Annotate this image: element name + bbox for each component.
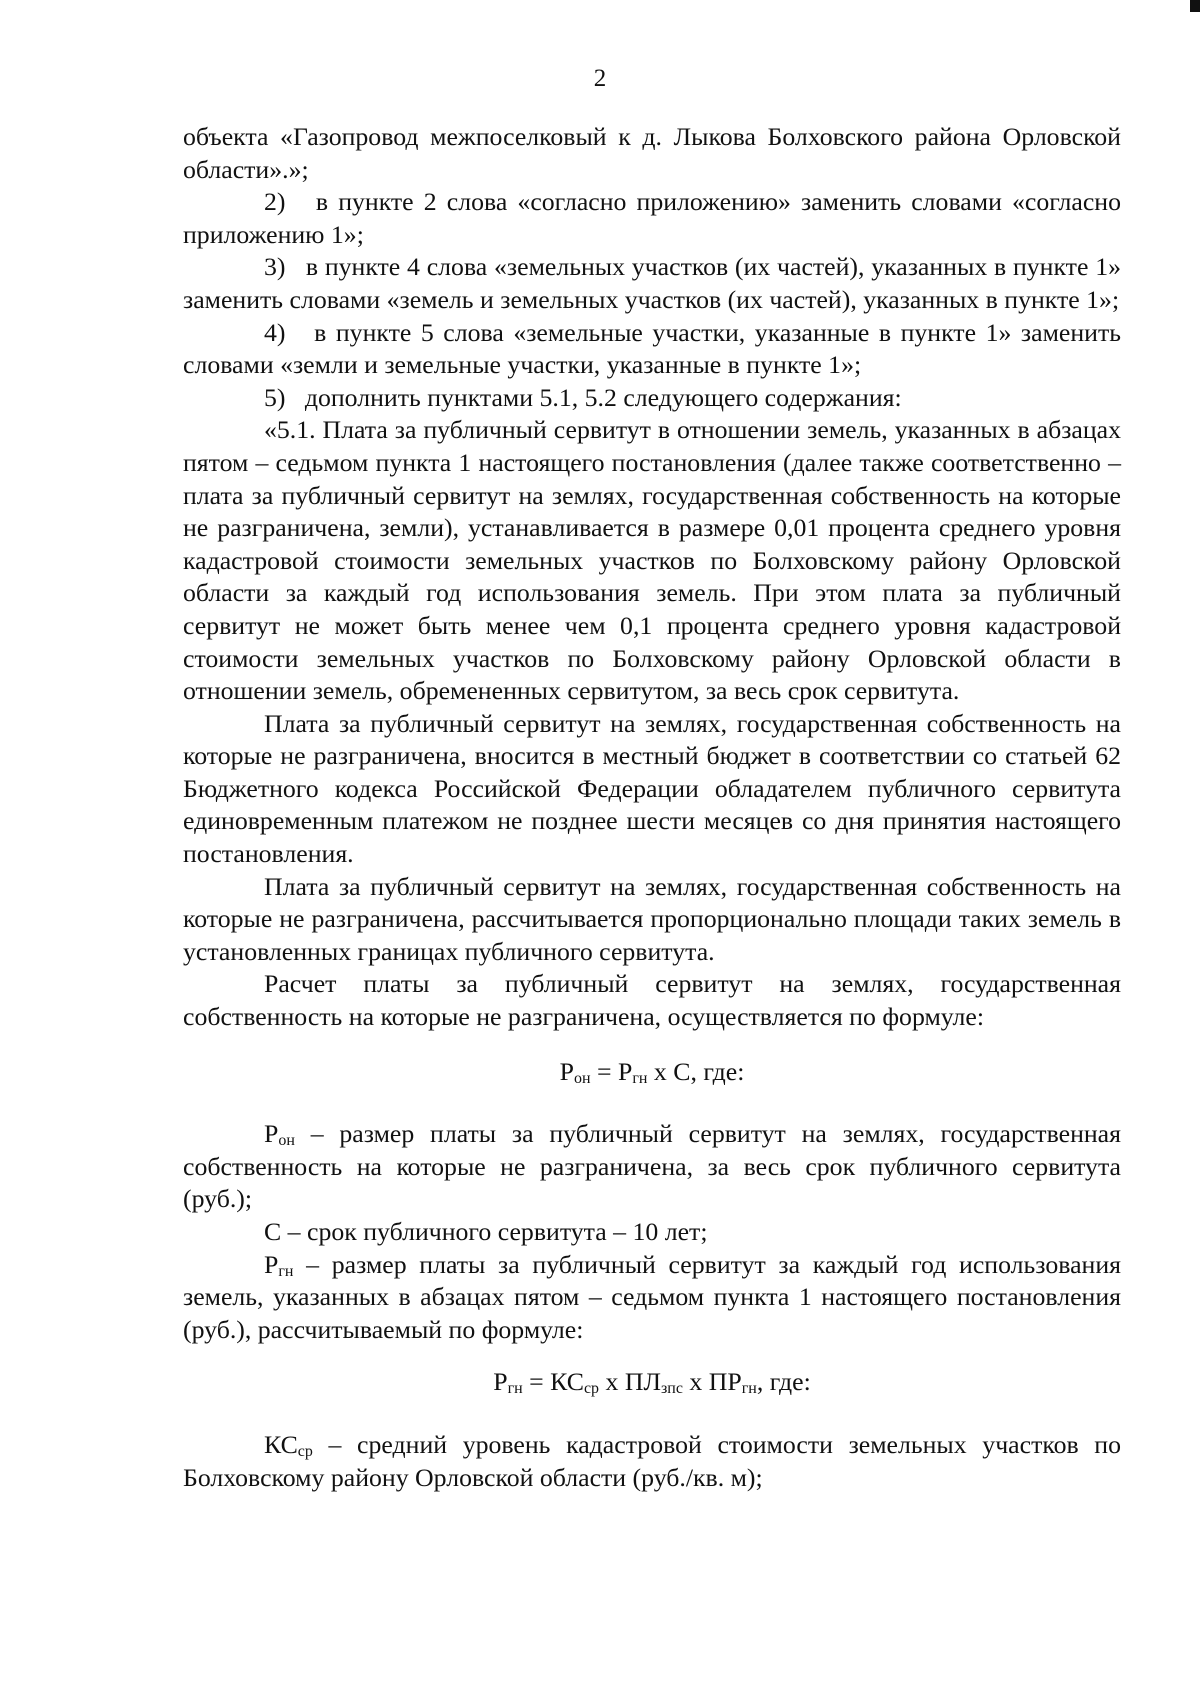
- formula-pgn: $Р_{гн} = КС_{ср}$ х $ПЛ_{зпс}$ х $ПР_{гн}$, где:: [493, 1367, 811, 1398]
- paragraph-5-1: «5.1. Плата за публичный сервитут в отношении земель, указанных в абзацах пятом – седьмом пункта 1 настоящего постановления (далее также соответственно – плата за публичный сервитут на землях, государственная собственность на которые не разграничена, земли), устанавливается в размере 0,01 процента среднего уровня кадастровой стоимости земельных участков по Болховскому району Орловской области за каждый год использования земель. При этом плата за публичный сервитут не может быть менее чем 0,1 процента среднего уровня кадастровой стоимости земельных участков по Болховскому району Орловской области в отношении земель, обремененных сервитутом, за весь срок сервитута.: [183, 415, 1121, 706]
- definition-ks: $КС_{ср}$ – средний уровень кадастровой стоимости земельных участков по Болховскому району Орловской области (руб./кв. м);: [183, 1429, 1121, 1492]
- paragraph-item-5: 5) дополнить пунктами 5.1, 5.2 следующего содержания:: [264, 382, 902, 412]
- definition-pon: $Р_{он}$ – размер платы за публичный сервитут на землях, государственная собственность на которые не разграничена, за весь срок публичного сервитута (руб.);: [183, 1119, 1121, 1214]
- paragraph-calculation-intro: Расчет платы за публичный сервитут на землях, государственная собственность на которые не разграничена, осуществляется по формуле:: [183, 969, 1121, 1032]
- paragraph-object-name: объекта «Газопровод межпоселковый к д. Лыкова Болховского района Орловской области».»;: [183, 122, 1121, 184]
- scan-edge-mark: [1190, 0, 1200, 12]
- paragraph-payment-proportional: Плата за публичный сервитут на землях, государственная собственность на которые не разграничена, рассчитывается пропорционально площади таких земель в установленных границах публичного сервитута.: [183, 871, 1121, 966]
- definition-term: С – срок публичного сервитута – 10 лет;: [264, 1217, 708, 1246]
- page-number: 2: [593, 65, 607, 92]
- formula-pon: $Р_{он} = Р_{гн}$ х С, где:: [559, 1056, 745, 1087]
- definition-pgn: $Р_{гн}$ – размер платы за публичный сервитут за каждый год использования земель, указанных в абзацах пятом – седьмом пункта 1 настоящего постановления (руб.), рассчитываемый по формуле:: [183, 1249, 1121, 1344]
- paragraph-item-2: 2) в пункте 2 слова «согласно приложению» заменить словами «согласно приложению 1»;: [183, 187, 1121, 249]
- document-body: [183, 121, 1121, 1494]
- paragraph-payment-budget: Плата за публичный сервитут на землях, государственная собственность на которые не разграничена, вносится в местный бюджет в соответствии со статьей 62 Бюджетного кодекса Российской Федерации обладателем публичного сервитута единовременным платежом не позднее шести месяцев со дня принятия настоящего постановления.: [183, 708, 1121, 869]
- paragraph-item-3: 3) в пункте 4 слова «земельных участков (их частей), указанных в пункте 1» заменить словами «земель и земельных участков (их частей), указанных в пункте 1»;: [183, 252, 1121, 314]
- paragraph-item-4: 4) в пункте 5 слова «земельные участки, указанные в пункте 1» заменить словами «земли и земельные участки, указанные в пункте 1»;: [183, 317, 1121, 380]
